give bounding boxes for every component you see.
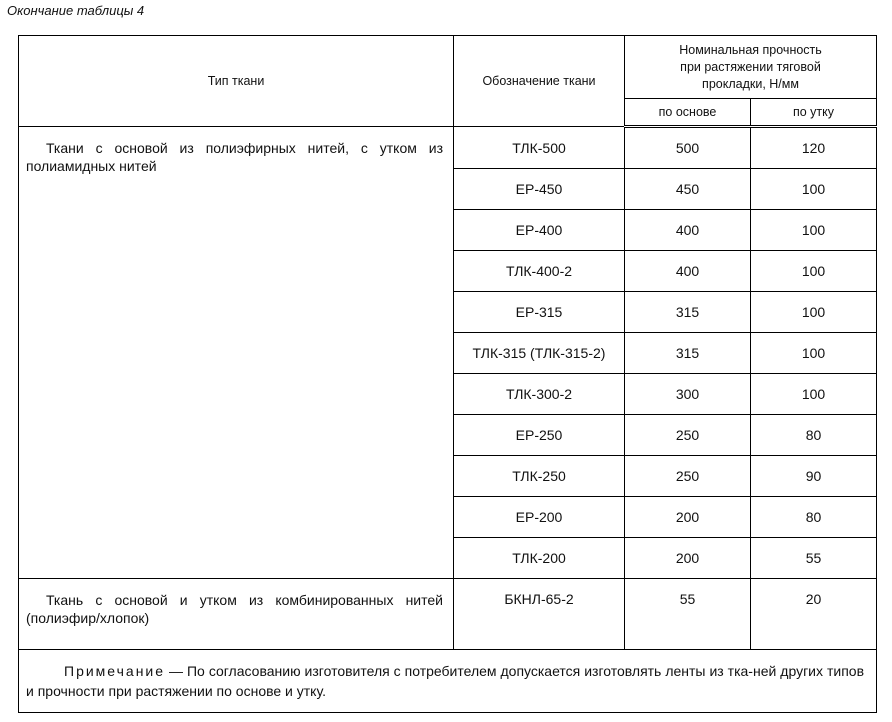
designation-cell: ТЛК-400-2 — [454, 251, 625, 292]
table-caption: Окончание таблицы 4 — [7, 3, 145, 18]
weft-cell: 100 — [751, 169, 877, 210]
weft-cell: 100 — [751, 374, 877, 415]
warp-cell: 400 — [625, 251, 751, 292]
warp-cell: 200 — [625, 497, 751, 538]
warp-cell: 55 — [625, 579, 751, 650]
note-cell — [19, 650, 877, 713]
designation-cell: ТЛК-200 — [454, 538, 625, 579]
designation-cell: EP-450 — [454, 169, 625, 210]
weft-cell: 100 — [751, 251, 877, 292]
designation-cell: ТЛК-300-2 — [454, 374, 625, 415]
fabric-type-cell: Ткани с основой из полиэфирных нитей, с утком из полиамидных нитей — [19, 127, 454, 579]
warp-cell: 315 — [625, 333, 751, 374]
note-label: Примечание — [64, 663, 166, 679]
designation-cell: БКНЛ-65-2 — [454, 579, 625, 650]
header-weft: по утку — [751, 99, 877, 127]
weft-cell: 80 — [751, 497, 877, 538]
warp-cell: 315 — [625, 292, 751, 333]
weft-cell: 20 — [751, 579, 877, 650]
designation-cell: EP-400 — [454, 210, 625, 251]
header-strength-line: Номинальная прочность — [679, 42, 822, 57]
note-text: — По согласованию изготовителя с потребителем допускается изготовлять ленты из тка-ней других типов и прочности при растяжении по основе и утку. — [26, 663, 865, 699]
warp-cell: 250 — [625, 456, 751, 497]
fabric-type-cell: Ткань с основой и утком из комбинированных нитей (полиэфир/хлопок) — [19, 579, 454, 650]
weft-cell: 100 — [751, 333, 877, 374]
header-nominal-strength — [625, 36, 877, 99]
weft-cell: 120 — [751, 127, 877, 169]
weft-cell: 100 — [751, 292, 877, 333]
weft-cell: 80 — [751, 415, 877, 456]
warp-cell: 200 — [625, 538, 751, 579]
header-fabric-type: Тип ткани — [19, 36, 454, 127]
weft-cell: 90 — [751, 456, 877, 497]
designation-cell: ТЛК-500 — [454, 127, 625, 169]
designation-cell: EP-200 — [454, 497, 625, 538]
header-strength-line: прокладки, Н/мм — [702, 76, 799, 91]
designation-cell: EP-250 — [454, 415, 625, 456]
warp-cell: 450 — [625, 169, 751, 210]
weft-cell: 100 — [751, 210, 877, 251]
weft-cell: 55 — [751, 538, 877, 579]
header-designation: Обозначение ткани — [454, 36, 625, 127]
warp-cell: 500 — [625, 127, 751, 169]
header-warp: по основе — [625, 99, 751, 127]
warp-cell: 300 — [625, 374, 751, 415]
table-row — [19, 579, 877, 650]
note-row — [19, 650, 877, 713]
header-strength-line: при растяжении тяговой — [680, 59, 821, 74]
warp-cell: 400 — [625, 210, 751, 251]
fabric-strength-table — [18, 35, 877, 713]
designation-cell: ТЛК-250 — [454, 456, 625, 497]
warp-cell: 250 — [625, 415, 751, 456]
table-row — [19, 127, 877, 169]
designation-cell: ТЛК-315 (ТЛК-315-2) — [454, 333, 625, 374]
designation-cell: EP-315 — [454, 292, 625, 333]
